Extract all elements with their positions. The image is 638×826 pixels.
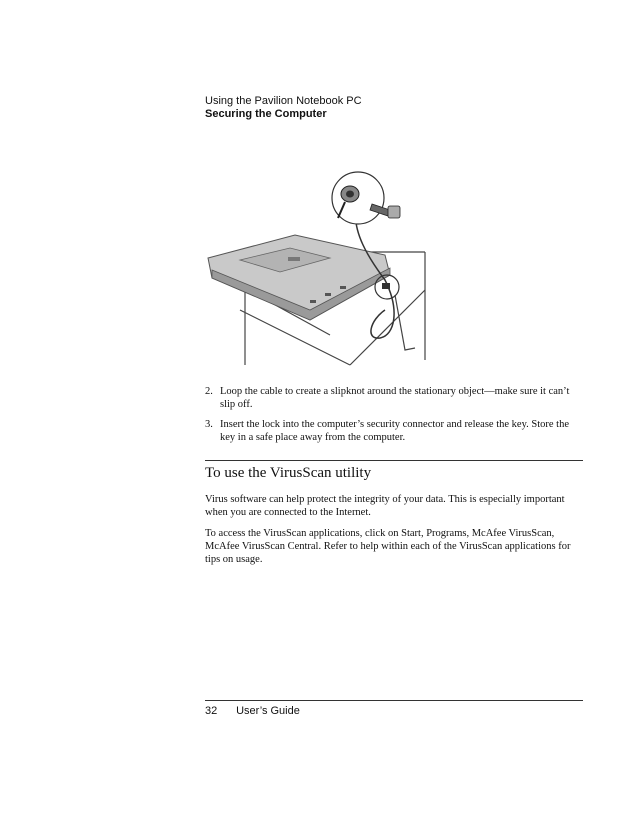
step-number: 2. (205, 386, 213, 397)
step-item (205, 418, 585, 444)
body-paragraph: To access the VirusScan applications, click on Start, Programs, McAfee VirusScan, McAfee VirusScan Central. Refer to help within each of the VirusScan applications for tips on usage. (205, 528, 571, 565)
step-item (205, 385, 585, 411)
running-header (205, 95, 362, 121)
step-text: Insert the lock into the computer’s security connector and release the key. Store the key in a safe place away from the computer. (220, 419, 570, 443)
footer-divider (205, 700, 583, 701)
laptop-illustration (208, 235, 390, 320)
section-heading: To use the VirusScan utility (205, 465, 372, 481)
header-subtitle: Securing the Computer (205, 108, 327, 120)
guide-title: User’s Guide (236, 705, 300, 717)
body-paragraph: Virus software can help protect the integrity of your data. This is especially important when you are connected to the Internet. (205, 494, 565, 518)
page-footer (205, 705, 300, 717)
laptop-lock-illustration (200, 160, 440, 375)
page-number: 32 (205, 705, 218, 717)
step-number: 3. (205, 419, 213, 430)
instruction-steps (205, 385, 585, 451)
section-body (205, 493, 585, 574)
header-title: Using the Pavilion Notebook PC (205, 95, 362, 107)
section-divider (205, 460, 583, 461)
step-text: Loop the cable to create a slipknot around the stationary object—make sure it can’t slip off. (220, 386, 570, 410)
